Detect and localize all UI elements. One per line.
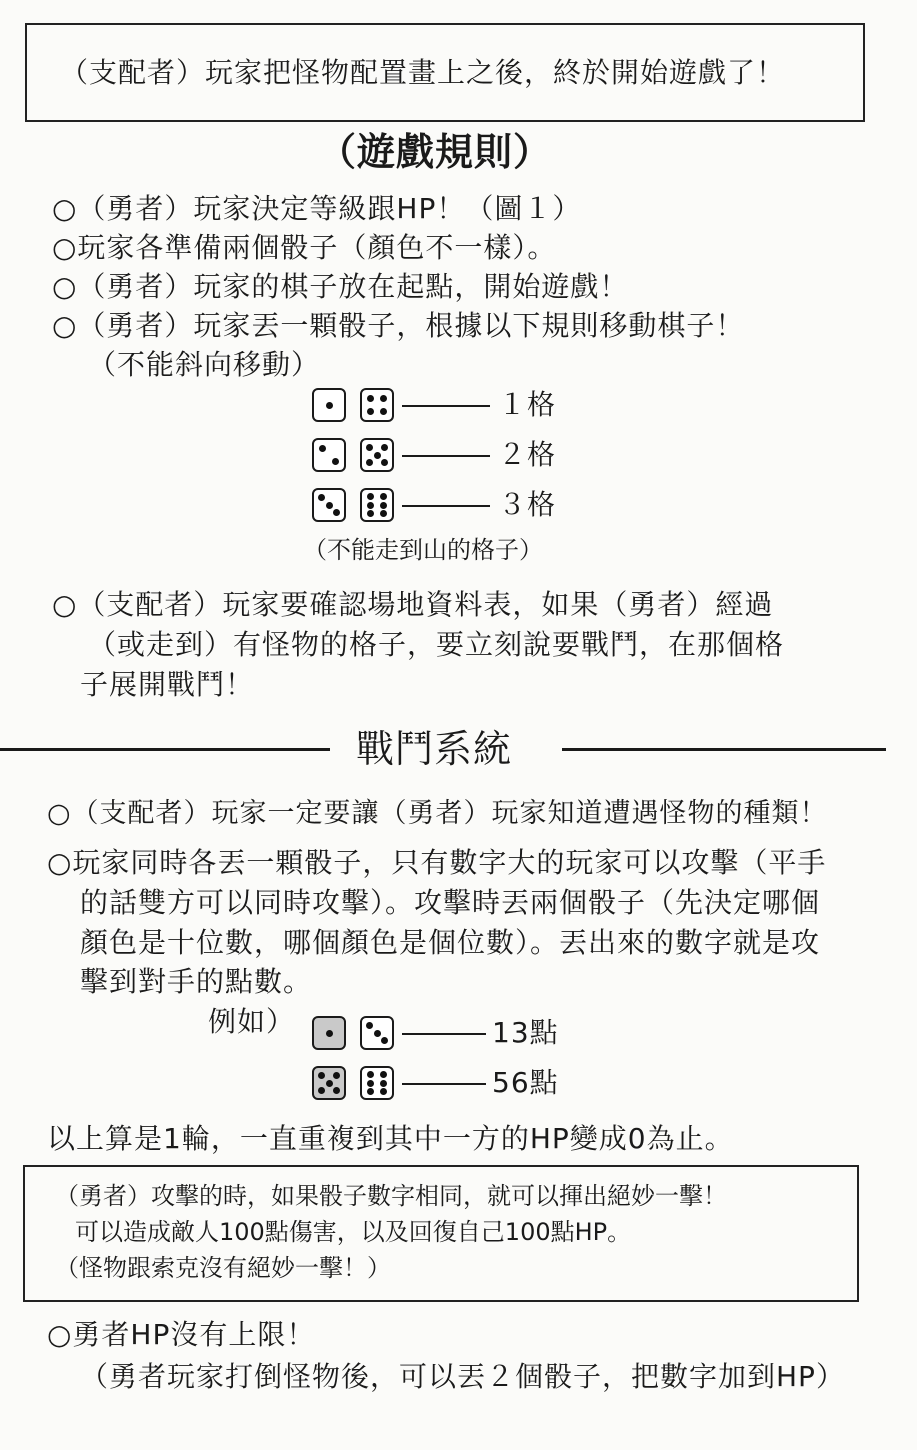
die-pip [374, 452, 381, 459]
die-face-1 [312, 388, 346, 422]
die-pip [326, 402, 333, 409]
rule-3: ○（勇者）玩家的棋子放在起點，開始遊戲！ [52, 270, 629, 303]
die-pip [374, 1030, 381, 1037]
die-pip [366, 444, 373, 451]
monster-rule-1: ○（支配者）玩家要確認場地資料表，如果（勇者）經過 [52, 588, 774, 621]
die-face-2 [312, 438, 346, 472]
rule-1: ○（勇者）玩家決定等級跟HP！（圖１） [52, 192, 582, 225]
die-pip [326, 502, 333, 509]
die-face-3 [312, 488, 346, 522]
special-line-2: 可以造成敵人100點傷害，以及回復自己100點HP。 [75, 1218, 632, 1246]
hp-rule-2: （勇者玩家打倒怪物後，可以丟２個骰子，把數字加到HP） [80, 1360, 845, 1393]
die-pip [333, 1087, 340, 1094]
die-pip [319, 445, 326, 452]
move-result-3: ３格 [498, 488, 557, 521]
battle-rule-4: 顏色是十位數，哪個顏色是個位數）。丟出來的數字就是攻 [80, 926, 821, 959]
die-pip [318, 1072, 325, 1079]
example-result-2: 56點 [492, 1066, 559, 1099]
battle-rule-2: ○玩家同時各丟一顆骰子，只有數字大的玩家可以攻擊（平手 [47, 846, 827, 879]
special-box [23, 1165, 859, 1302]
rules-title: （遊戲規則） [318, 130, 553, 174]
die-pip [380, 502, 387, 509]
die-pip [366, 1022, 373, 1029]
monster-rule-2: （或走到）有怪物的格子，要立刻說要戰鬥，在那個格 [88, 628, 785, 661]
die-pip [332, 458, 339, 465]
die-pip [380, 408, 387, 415]
die-pip [380, 1071, 387, 1078]
die-pip [367, 493, 374, 500]
die-face-3 [360, 1016, 394, 1050]
rule-2: ○玩家各準備兩個骰子（顏色不一樣）。 [52, 231, 557, 264]
die-pip [326, 1080, 333, 1087]
die-pip [326, 1030, 333, 1037]
die-face-5 [312, 1066, 346, 1100]
intro-text: （支配者）玩家把怪物配置畫上之後，終於開始遊戲了！ [60, 56, 786, 89]
monster-rule-3: 子展開戰鬥！ [80, 668, 255, 701]
battle-rule-3: 的話雙方可以同時攻擊）。攻擊時丟兩個骰子（先決定哪個 [80, 886, 821, 919]
die-pip [381, 444, 388, 451]
move-result-2: ２格 [498, 438, 557, 471]
die-pip [381, 459, 388, 466]
die-face-1 [312, 1016, 346, 1050]
die-pip [366, 459, 373, 466]
die-pip [367, 1071, 374, 1078]
die-face-5 [360, 438, 394, 472]
die-pip [367, 395, 374, 402]
die-pip [380, 395, 387, 402]
die-pip [367, 1080, 374, 1087]
battle-rule-1: ○（支配者）玩家一定要讓（勇者）玩家知道遭遇怪物的種類！ [47, 798, 828, 829]
divider-left [0, 748, 330, 751]
move-note: （不能走到山的格子） [303, 536, 543, 564]
die-pip [367, 1088, 374, 1095]
rule-4: ○（勇者）玩家丟一顆骰子，根據以下規則移動棋子！ [52, 309, 745, 342]
hp-rule-1: ○勇者HP沒有上限！ [47, 1318, 316, 1351]
example-result-1: 13點 [492, 1016, 559, 1049]
divider-right [562, 748, 886, 751]
round-text: 以上算是1輪，一直重複到其中一方的HP變成0為止。 [47, 1122, 734, 1155]
die-pip [381, 1037, 388, 1044]
battle-rule-5: 擊到對手的點數。 [80, 965, 313, 998]
die-pip [333, 509, 340, 516]
die-pip [333, 1072, 340, 1079]
die-pip [380, 1080, 387, 1087]
die-pip [318, 494, 325, 501]
die-pip [380, 493, 387, 500]
move-result-1: １格 [498, 388, 557, 421]
die-pip [367, 502, 374, 509]
die-face-6 [360, 1066, 394, 1100]
special-line-1: （勇者）攻擊的時，如果骰子數字相同，就可以揮出絕妙一擊！ [55, 1182, 727, 1210]
die-pip [380, 1088, 387, 1095]
special-line-3: （怪物跟索克沒有絕妙一擊！） [55, 1254, 391, 1282]
die-face-4 [360, 388, 394, 422]
example-label: 例如） [208, 1005, 296, 1038]
intro-box [25, 23, 865, 122]
die-pip [367, 510, 374, 517]
die-pip [367, 408, 374, 415]
die-pip [380, 510, 387, 517]
rule-4-note: （不能斜向移動） [88, 348, 321, 381]
die-pip [318, 1087, 325, 1094]
die-face-6 [360, 488, 394, 522]
battle-title: 戰鬥系統 [356, 727, 513, 771]
